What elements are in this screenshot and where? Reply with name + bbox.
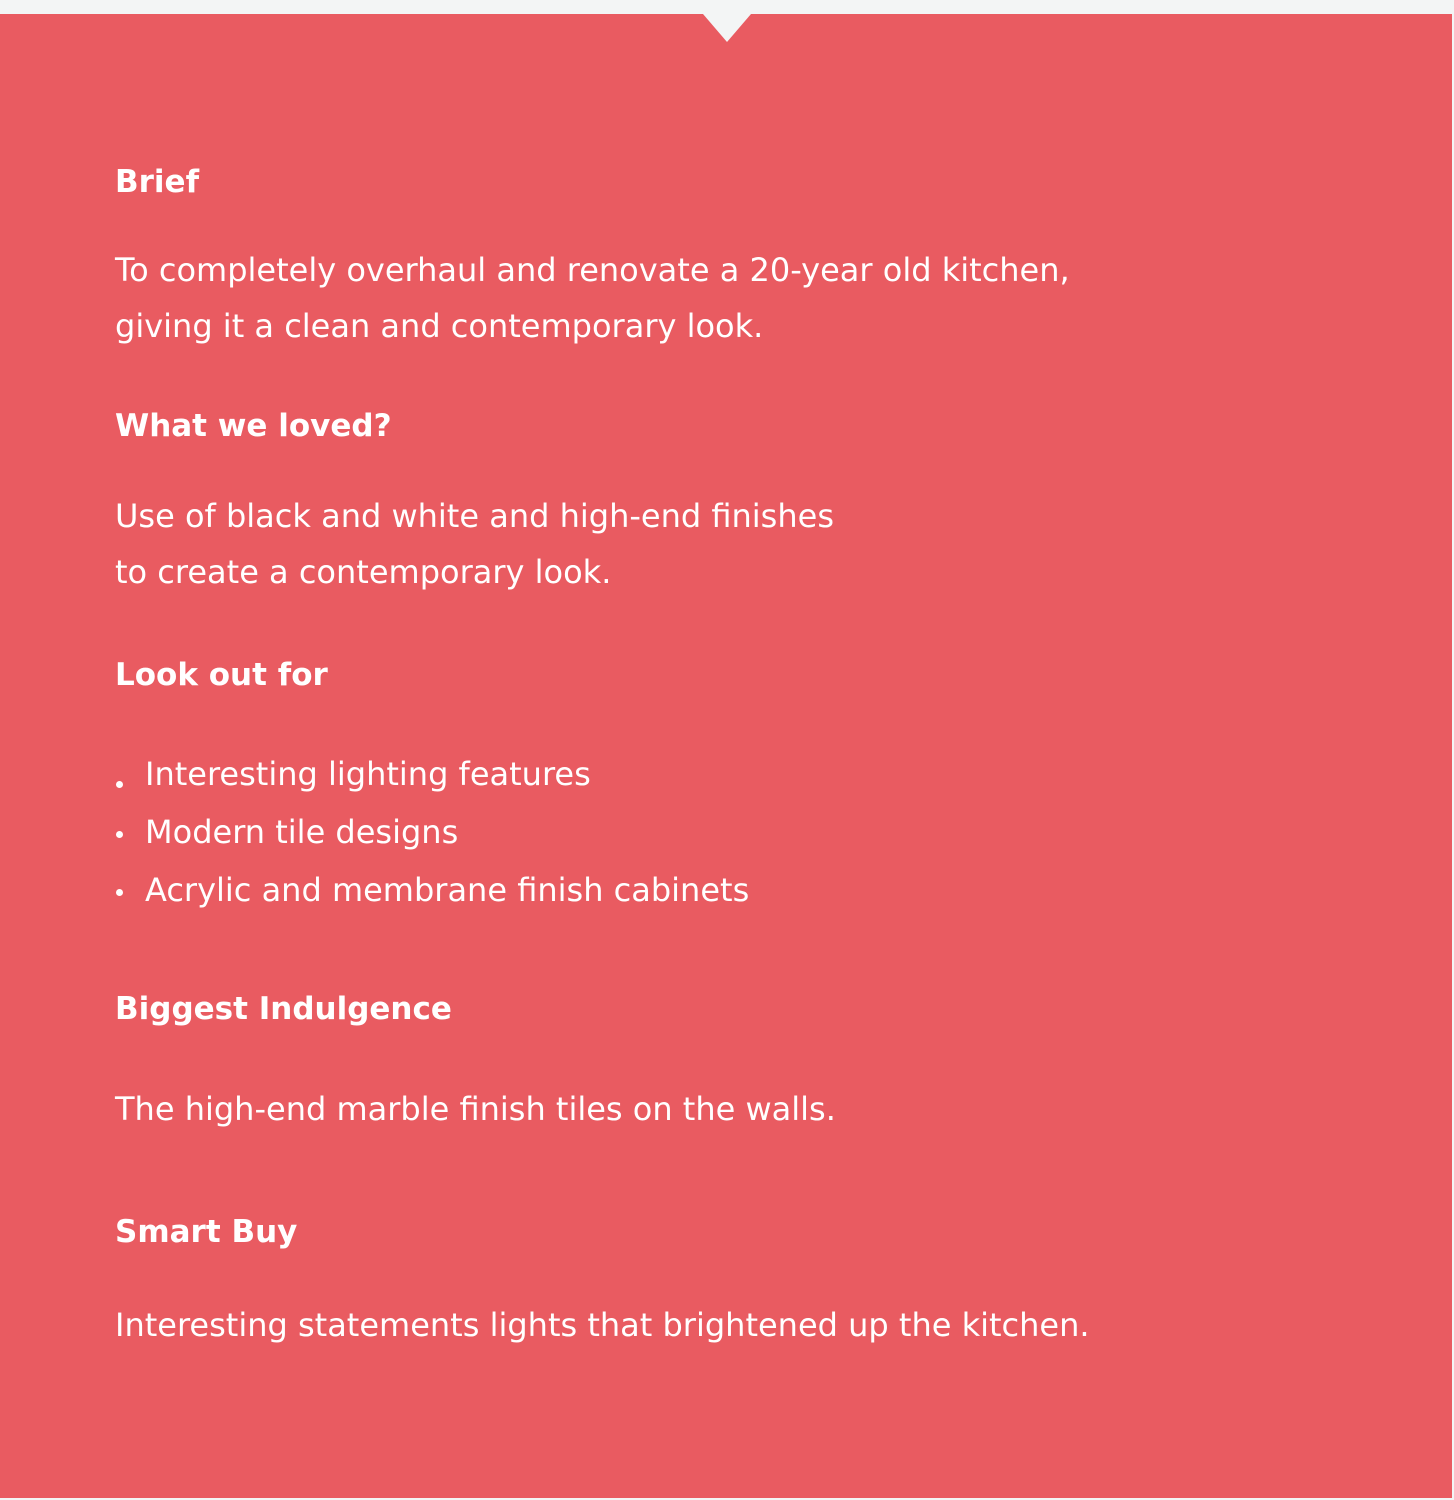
brief-line-2: giving it a clean and contemporary look. (115, 307, 764, 345)
brief-heading: Brief (115, 164, 200, 200)
brief-text (115, 242, 1070, 354)
bullet-dot-icon (116, 831, 123, 838)
loved-text (115, 488, 834, 600)
indulgence-text (115, 1081, 836, 1137)
list-item (115, 745, 749, 803)
smartbuy-text (115, 1297, 1090, 1353)
bullet-dot-icon (116, 889, 123, 896)
list-item-text: Modern tile designs (145, 813, 459, 851)
bullet-dot-icon (116, 781, 123, 788)
loved-line-2: to create a contemporary look. (115, 553, 612, 591)
pointer-notch (703, 14, 751, 42)
smartbuy-heading: Smart Buy (115, 1214, 298, 1250)
list-item-text: Acrylic and membrane finish cabinets (145, 871, 750, 909)
lookout-heading: Look out for (115, 657, 328, 693)
loved-heading: What we loved? (115, 408, 392, 444)
smartbuy-line-1: Interesting statements lights that brightened up the kitchen. (115, 1306, 1090, 1344)
list-item (115, 861, 749, 919)
brief-line-1: To completely overhaul and renovate a 20-year old kitchen, (115, 251, 1070, 289)
lookout-list (115, 745, 749, 919)
list-item (115, 803, 749, 861)
indulgence-heading: Biggest Indulgence (115, 991, 452, 1027)
list-item-text: Interesting lighting features (145, 755, 591, 793)
loved-line-1: Use of black and white and high-end finishes (115, 497, 834, 535)
indulgence-line-1: The high-end marble finish tiles on the walls. (115, 1090, 836, 1128)
